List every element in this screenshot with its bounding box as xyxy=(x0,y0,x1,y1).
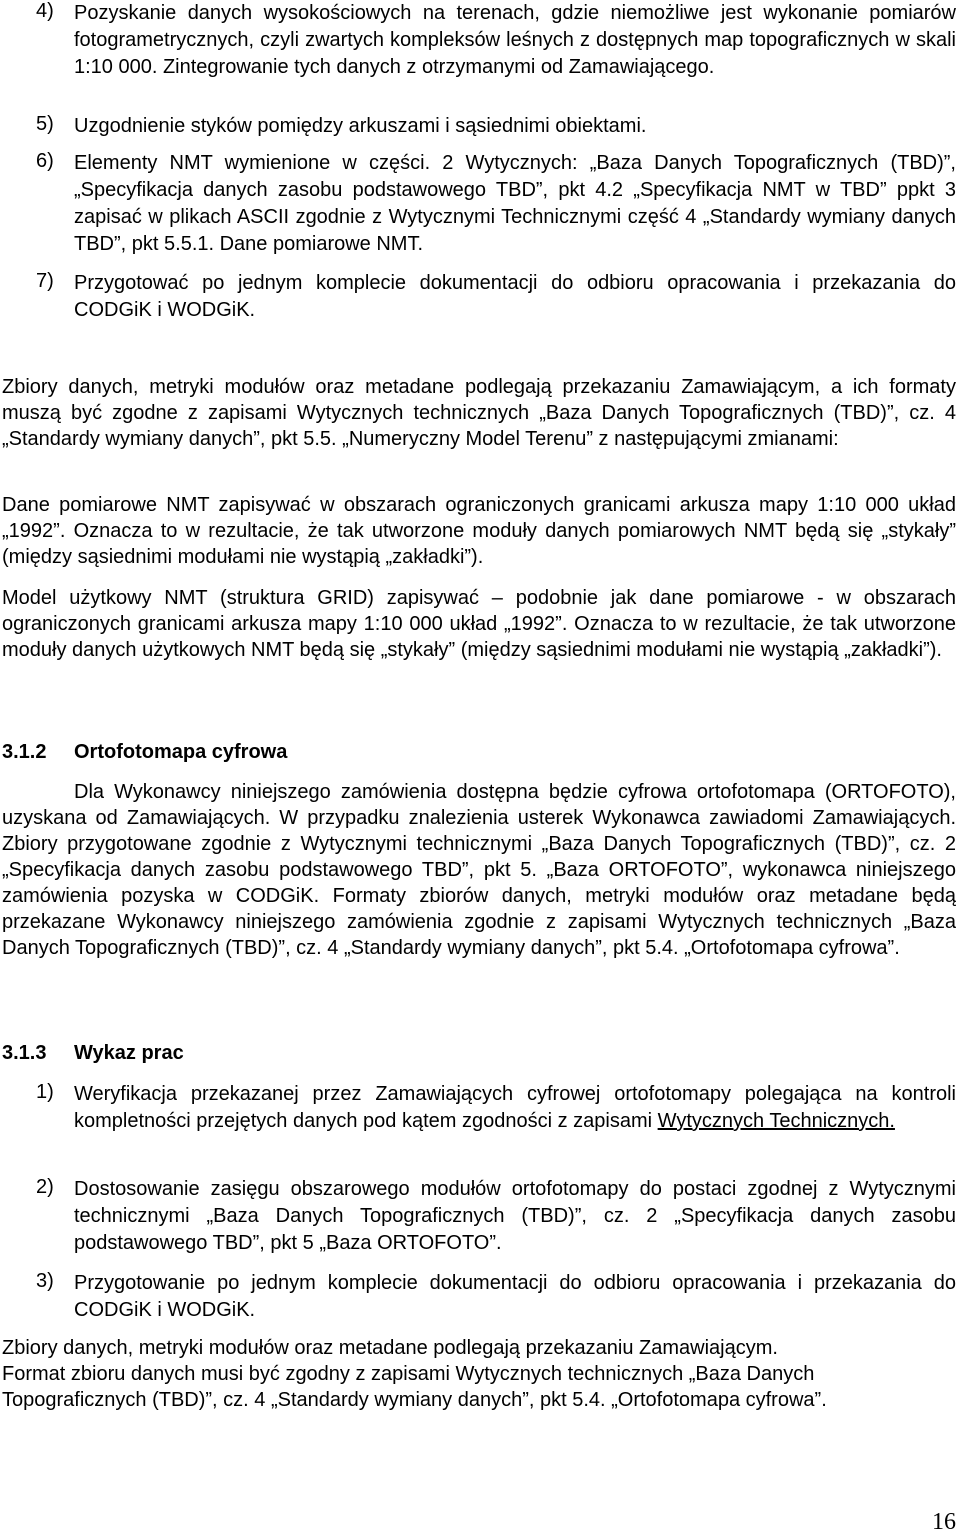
list-item-text: Dostosowanie zasięgu obszarowego modułów ortofotomapy do postaci zgodnej z Wytycznymi technicznymi „Baza Danych Topograficznych (TBD)”, cz. 2 „Specyfikacja danych zasobu podstawowego TBD”, pkt 5 „Baza ORTOFOTO”. xyxy=(74,1178,956,1254)
list-item xyxy=(36,150,956,258)
list-item xyxy=(36,270,956,324)
list-item-text xyxy=(74,1081,956,1135)
list-item-number: 7) xyxy=(36,270,54,292)
list-item xyxy=(36,0,956,81)
list-item-number: 4) xyxy=(36,0,54,22)
closing-paragraph: Zbiory danych, metryki modułów oraz metadane podlegają przekazaniu Zamawiającym. xyxy=(2,1337,778,1359)
section-title: Wykaz prac xyxy=(74,1042,184,1064)
wytyczne-reference: Wytycznych Technicznych. xyxy=(657,1110,895,1132)
list-item-text-main: Weryfikacja przekazanej przez Zamawiających cyfrowej ortofotomapy polegająca na kontroli kompletności przejętych danych pod kątem zgodności z zapisami xyxy=(74,1083,956,1132)
closing-paragraph: Format zbioru danych musi być zgodny z zapisami Wytycznych technicznych „Baza Danych Topograficznych (TBD)”, cz. 4 „Standardy wymiany danych”, pkt 5.4. „Ortofotomapa cyfrowa”. xyxy=(2,1363,827,1411)
list-item-number: 3) xyxy=(36,1270,54,1292)
list-item-text: Przygotować po jednym komplecie dokumentacji do odbioru opracowania i przekazania do CODGiK i WODGiK. xyxy=(74,272,956,321)
paragraph: Zbiory danych, metryki modułów oraz metadane podlegają przekazaniu Zamawiającym, a ich formaty muszą być zgodne z zapisami Wytycznych technicznych „Baza Danych Topograficznych (TBD)”, cz. 4 „Standardy wymiany danych”, pkt 5.5. „Numeryczny Model Terenu” z następującymi zmianami: xyxy=(2,376,956,450)
list-item-text: Przygotowanie po jednym komplecie dokumentacji do odbioru opracowania i przekazania do CODGiK i WODGiK. xyxy=(74,1272,956,1321)
section-number: 3.1.2 xyxy=(2,741,47,763)
list-item-number: 2) xyxy=(36,1176,54,1198)
list-item-text: Uzgodnienie styków pomiędzy arkuszami i sąsiednimi obiektami. xyxy=(74,115,647,137)
list-item xyxy=(36,1270,956,1324)
list-item xyxy=(36,1081,956,1135)
list-item-number: 5) xyxy=(36,113,54,135)
section-heading xyxy=(2,1042,184,1065)
paragraph: Model użytkowy NMT (struktura GRID) zapisywać – podobnie jak dane pomiarowe - w obszarach ograniczonych granicami arkusza mapy 1:10 000 układ „1992”. Oznacza to w rezultacie, że tak utworzone moduły danych użytkowych NMT będą się „stykały” (między sąsiednimi modułami nie wystąpią „zakładki”). xyxy=(2,587,956,661)
list-item-text: Pozyskanie danych wysokościowych na terenach, gdzie niemożliwe jest wykonanie pomiarów fotogrametrycznych, czyli zwartych kompleksów leśnych z dostępnych map topograficznych w skali 1:10 000. Zintegrowanie tych danych z otrzymanymi od Zamawiającego. xyxy=(74,2,956,78)
list-item-number: 6) xyxy=(36,150,54,172)
list-item-text: Elementy NMT wymienione w części. 2 Wytycznych: „Baza Danych Topograficznych (TBD)”, „Specyfikacja danych zasobu podstawowego TBD”, pkt 4.2 „Specyfikacja NMT w TBD” ppkt 3 zapisać w plikach ASCII zgodnie z Wytycznymi Technicznymi część 4 „Standardy wymiany danych TBD”, pkt 5.5.1. Dane pomiarowe NMT. xyxy=(74,152,956,255)
section-heading xyxy=(2,741,287,764)
section-body: Dla Wykonawcy niniejszego zamówienia dostępna będzie cyfrowa ortofotomapa (ORTOFOTO), uzyskana od Zamawiających. W przypadku znalezienia usterek Wykonawca zawiadomi Zamawiających. Zbiory przygotowane zgodnie z Wytycznymi technicznymi „Baza Danych Topograficznych (TBD)”, cz. 2 „Specyfikacja danych zasobu podstawowego TBD”, pkt 5. „Baza ORTOFOTO”, wykonawca niniejszego zamówienia pozyska w CODGiK. Formaty zbiorów danych, metryki modułów oraz metadane będą przekazane Wykonawcy niniejszego zamówienia zgodnie z zapisami Wytycznych technicznych „Baza Danych Topograficznych (TBD)”, cz. 4 „Standardy wymiany danych”, pkt 5.4. „Ortofotomapa cyfrowa”. xyxy=(2,781,956,959)
list-item xyxy=(36,1176,956,1257)
section-title: Ortofotomapa cyfrowa xyxy=(74,741,288,763)
section-number: 3.1.3 xyxy=(2,1042,47,1064)
list-item xyxy=(36,113,956,140)
page-number: 16 xyxy=(932,1509,956,1535)
paragraph: Dane pomiarowe NMT zapisywać w obszarach ograniczonych granicami arkusza mapy 1:10 000 układ „1992”. Oznacza to w rezultacie, że tak utworzone moduły danych pomiarowych NMT będą się „stykały” (między sąsiednimi modułami nie wystąpią „zakładki”). xyxy=(2,494,956,568)
list-item-number: 1) xyxy=(36,1081,54,1103)
